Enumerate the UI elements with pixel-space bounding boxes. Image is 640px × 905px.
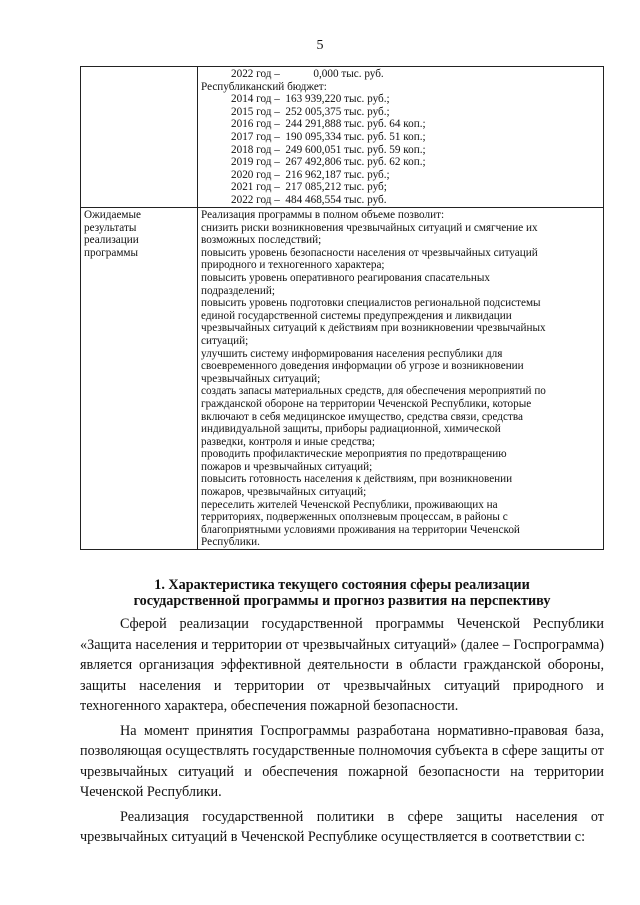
section-heading-line: государственной программы и прогноз развития на перспективу [133, 592, 551, 609]
result-line: чрезвычайных ситуаций к действиям при возникновении чрезвычайных [201, 322, 546, 335]
result-line: индивидуальной защиты, приборы радиационной, химической [201, 423, 501, 436]
result-line: Республики. [201, 536, 260, 549]
section-heading [80, 578, 604, 609]
funding-line: 2017 год – 190 095,334 тыс. руб. 51 коп.; [231, 130, 426, 143]
result-line: благоприятными условиями проживания на территории Чеченской [201, 523, 520, 536]
result-line: снизить риски возникновения чрезвычайных ситуаций и смягчение их [201, 221, 538, 234]
result-line: Реализация программы в полном объеме позволит: [201, 209, 445, 221]
result-line: своевременного доведения информации об угрозе и возникновении [201, 360, 524, 373]
expected-results-cell [198, 208, 604, 550]
result-line: включают в себя медицинское имущество, средства связи, средства [201, 410, 523, 423]
section-heading-line: 1. Характеристика текущего состояния сферы реализации [154, 577, 530, 593]
funding-line: 2018 год – 249 600,051 тыс. руб. 59 коп.; [231, 143, 426, 156]
table-row-expected-results [81, 208, 604, 550]
funding-line: 2015 год – 252 005,375 тыс. руб.; [231, 105, 390, 118]
funding-line: 2020 год – 216 962,187 тыс. руб.; [231, 168, 390, 181]
label-line: программы [84, 246, 138, 259]
result-line: улучшить систему информирования населения республики для [201, 347, 503, 360]
section-body [80, 614, 604, 852]
result-line: подразделений; [201, 284, 276, 297]
paragraph: Реализация государственной политики в сфере защиты населения от чрезвычайных ситуаций в Чеченской Республике осуществляется в соответствии с: [80, 808, 604, 845]
result-line: переселить жителей Чеченской Республики, проживающих на [201, 498, 498, 511]
result-line: чрезвычайных ситуаций; [201, 372, 321, 385]
funding-line: 2016 год – 244 291,888 тыс. руб. 64 коп.; [231, 118, 426, 131]
funding-line: 2014 год – 163 939,220 тыс. руб.; [231, 93, 390, 106]
result-line: создать запасы материальных средств, для обеспечения мероприятий по [201, 385, 546, 398]
table-row-funding [81, 67, 604, 208]
label-line: Ожидаемые [84, 209, 141, 221]
result-line: единой государственной системы предупреждения и ликвидации [201, 309, 512, 322]
label-line: результаты [84, 221, 137, 234]
result-line: ситуаций; [201, 334, 249, 347]
result-line: пожаров и чрезвычайных ситуаций; [201, 460, 373, 473]
funding-line: 2022 год – 484 468,554 тыс. руб. [231, 193, 387, 206]
program-passport-table [80, 66, 604, 550]
result-line: пожаров, чрезвычайных ситуаций; [201, 486, 367, 499]
label-line: реализации [84, 234, 139, 247]
result-line: повысить уровень подготовки специалистов региональной подсистемы [201, 297, 541, 310]
funding-line: 2021 год – 217 085,212 тыс. руб; [231, 181, 387, 194]
paragraph: Сферой реализации государственной программы Чеченской Республики «Защита населения и территории от чрезвычайных ситуаций» (далее – Госпрограмма) является организация эффективной деятельности в области гражданской обороны, защиты населения и территории от чрезвычайных ситуаций природного и техногенного характера, обеспечения пожарной безопасности. [80, 616, 604, 714]
result-line: проводить профилактические мероприятия по предотвращению [201, 448, 507, 461]
result-line: природного и техногенного характера; [201, 259, 385, 272]
empty-label-cell [81, 67, 198, 208]
result-line: разведки, контроля и иные средства; [201, 435, 375, 448]
result-line: повысить уровень оперативного реагирования спасательных [201, 271, 491, 284]
funding-line: 2019 год – 267 492,806 тыс. руб. 62 коп.; [231, 156, 426, 169]
funding-line: 2022 год – 0,000 тыс. руб. [231, 68, 384, 80]
expected-results-label-cell [81, 208, 198, 550]
funding-cell [198, 67, 604, 208]
republic-budget-label: Республиканский бюджет: [201, 80, 327, 93]
paragraph: На момент принятия Госпрограммы разработана нормативно-правовая база, позволяющая осуществлять государственные полномочия субъекта в сфере защиты от чрезвычайных ситуаций и обеспечения пожарной безопасности на территории Чеченской Республики. [80, 722, 604, 800]
result-line: гражданской обороне на территории Чеченской Республики, которые [201, 397, 532, 410]
result-line: повысить уровень безопасности населения от чрезвычайных ситуаций [201, 246, 538, 259]
result-line: повысить готовность населения к действиям, при возникновении [201, 473, 513, 486]
result-line: возможных последствий; [201, 234, 322, 247]
result-line: территориях, подверженных оползневым процессам, в районы с [201, 511, 508, 524]
page-number: 5 [316, 38, 324, 53]
